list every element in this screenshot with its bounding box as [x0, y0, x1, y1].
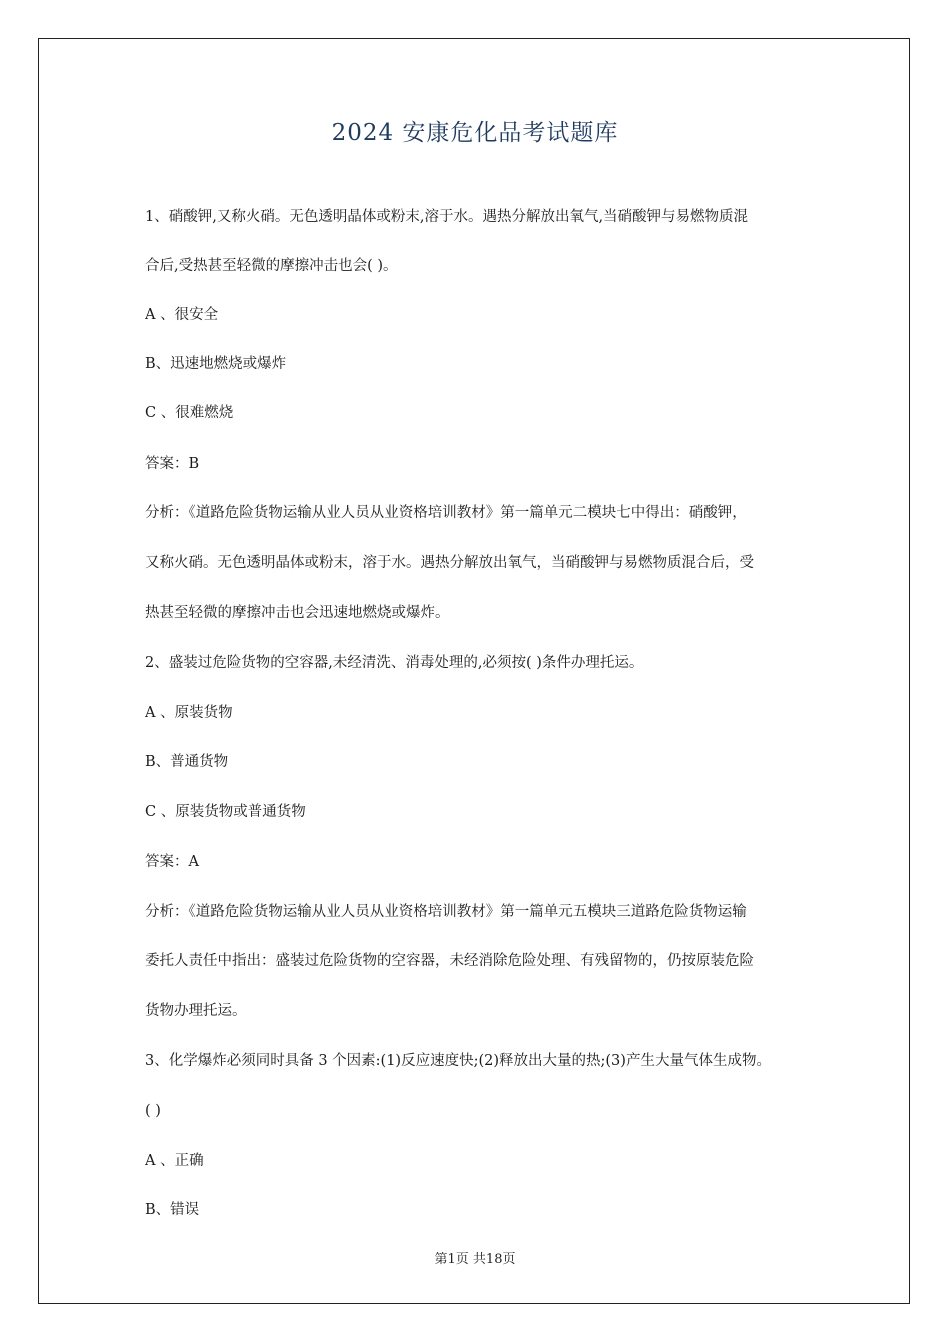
q2-option-a: A 、原装货物 — [145, 705, 233, 721]
q2-analysis-line3: 货物办理托运。 — [145, 1003, 247, 1019]
q2-stem: 2、盛装过危险货物的空容器,未经清洗、消毒处理的,必须按( )条件办理托运。 — [145, 655, 644, 671]
q2-option-c: C 、原装货物或普通货物 — [145, 804, 306, 820]
q3-stem-line1: 3、化学爆炸必须同时具备 3 个因素:(1)反应速度快;(2)释放出大量的热;(3)产生大量气体生成物。 — [145, 1053, 771, 1069]
page-number-footer: 第1页 共18页 — [434, 1252, 516, 1267]
q1-stem-line2: 合后,受热甚至轻微的摩擦冲击也会( )。 — [145, 258, 398, 274]
q3-option-b: B、错误 — [145, 1202, 200, 1218]
q1-analysis-line1: 分析：《道路危险货物运输从业人员从业资格培训教材》第一篇单元二模块七中得出：硝酸钾， — [145, 505, 747, 521]
q3-option-a: A 、正确 — [145, 1153, 204, 1169]
q1-option-b: B、迅速地燃烧或爆炸 — [145, 356, 287, 372]
q1-stem-line1: 1、硝酸钾,又称火硝。无色透明晶体或粉末,溶于水。遇热分解放出氧气,当硝酸钾与易燃物质混 — [145, 209, 749, 225]
q1-option-c: C 、很难燃烧 — [145, 405, 234, 421]
q1-analysis-line3: 热甚至轻微的摩擦冲击也会迅速地燃烧或爆炸。 — [145, 605, 450, 621]
q1-answer: 答案：B — [145, 456, 200, 472]
q1-analysis-line2: 又称火硝。无色透明晶体或粉末，溶于水。遇热分解放出氧气，当硝酸钾与易燃物质混合后，受 — [145, 555, 754, 571]
q2-answer: 答案：A — [145, 854, 199, 870]
q2-analysis-line1: 分析：《道路危险货物运输从业人员从业资格培训教材》第一篇单元五模块三道路危险货物运输 — [145, 904, 747, 920]
q2-analysis-line2: 委托人责任中指出：盛装过危险货物的空容器，未经消除危险处理、有残留物的，仍按原装危险 — [145, 953, 754, 969]
q3-stem-line2: ( ) — [145, 1103, 161, 1119]
document-title: 2024 安康危化品考试题库 — [331, 120, 619, 146]
q2-option-b: B、普通货物 — [145, 754, 229, 770]
q1-option-a: A 、很安全 — [145, 307, 219, 323]
